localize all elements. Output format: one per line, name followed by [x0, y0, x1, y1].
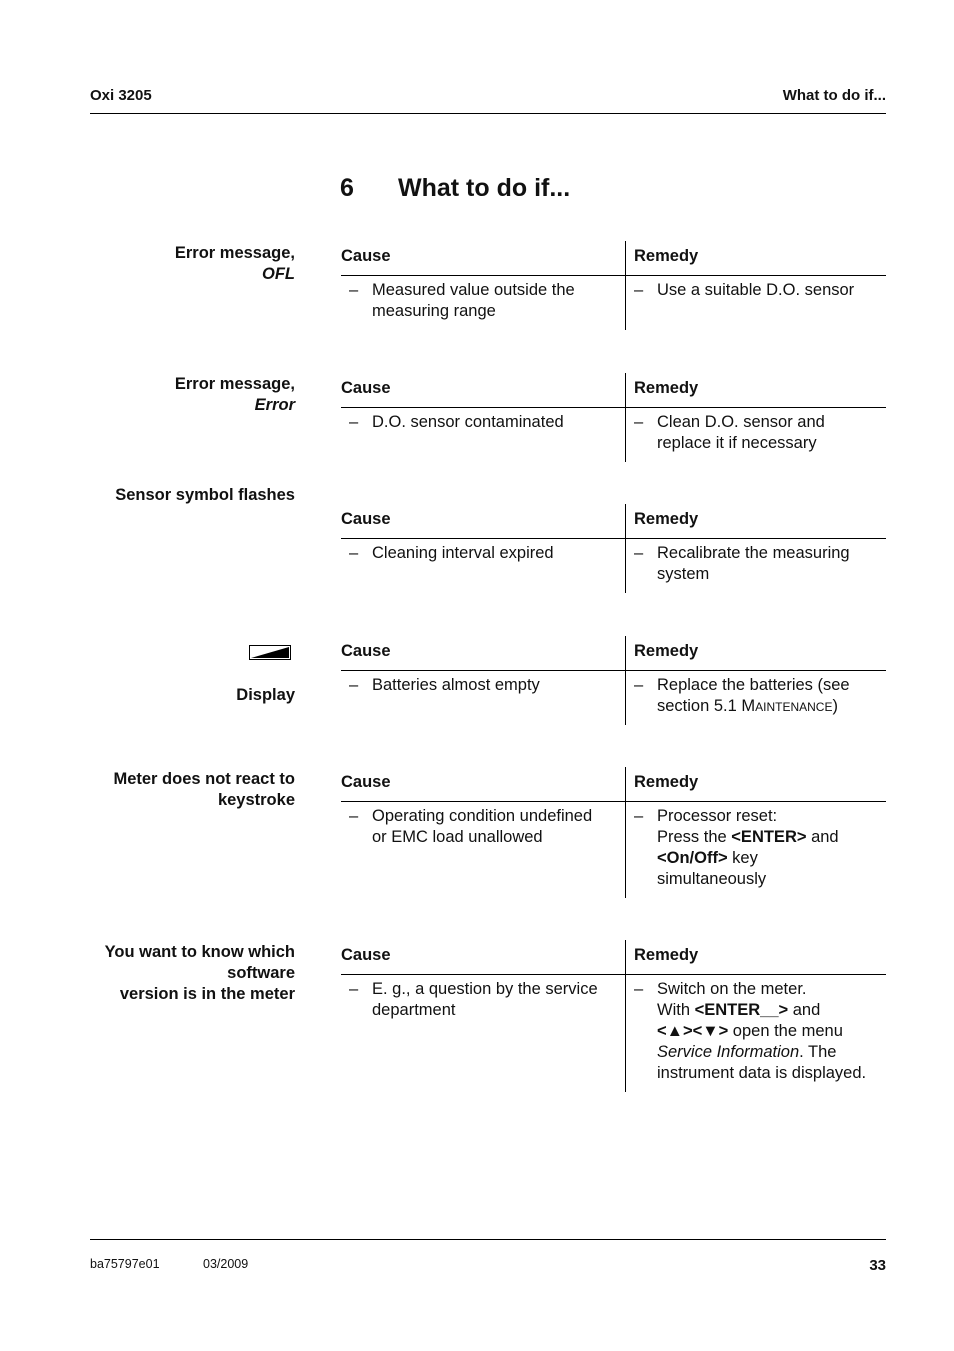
cause-header: Cause — [341, 379, 391, 397]
header-rule — [90, 113, 886, 114]
remedy-item: – Use a suitable D.O. sensor — [634, 281, 855, 299]
remedy-item: – Switch on the meter. With <ENTER__> and <▲><▼> open the menu Service Information. The instrument data is displayed. — [634, 980, 867, 1082]
cause-header: Cause — [341, 642, 391, 660]
remedy-header: Remedy — [625, 504, 886, 538]
footer-rule — [90, 1239, 886, 1240]
remedy-header: Remedy — [625, 940, 886, 974]
chapter-title: What to do if... — [398, 174, 571, 202]
running-header-product: Oxi 3205 — [90, 87, 152, 104]
table-display — [341, 636, 886, 725]
cause-header: Cause — [341, 773, 391, 791]
remedy-item: – Clean D.O. sensor and replace it if necessary — [634, 413, 825, 452]
chapter-heading — [340, 174, 570, 203]
table-software-version — [341, 940, 886, 1092]
cause-item: – Cleaning interval expired — [349, 544, 554, 562]
battery-low-icon — [249, 645, 291, 660]
cause-item: – Batteries almost empty — [349, 676, 540, 694]
remedy-header: Remedy — [625, 373, 886, 407]
cause-header: Cause — [341, 247, 391, 265]
remedy-item: – Replace the batteries (see section 5.1 Maintenance) — [634, 676, 850, 715]
chapter-number: 6 — [340, 174, 354, 202]
table-error — [341, 373, 886, 462]
table-no-react — [341, 767, 886, 898]
side-heading-display: Display — [236, 686, 295, 704]
table-sensor-flash — [341, 504, 886, 593]
remedy-header: Remedy — [625, 241, 886, 275]
cause-item: – Measured value outside the measuring range — [349, 281, 575, 320]
footer-date: 03/2009 — [203, 1257, 249, 1271]
table-ofl — [341, 241, 886, 330]
cause-item: – E. g., a question by the service department — [349, 980, 598, 1019]
remedy-header: Remedy — [625, 636, 886, 670]
cause-item: – D.O. sensor contaminated — [349, 413, 564, 431]
footer-doc-id: ba75797e01 — [90, 1257, 160, 1271]
side-heading-sensor-flash: Sensor symbol flashes — [115, 486, 295, 504]
cause-header: Cause — [341, 510, 391, 528]
enter-key-label: <ENTER> — [731, 828, 807, 846]
remedy-header: Remedy — [625, 767, 886, 801]
menu-name: Service Information — [657, 1043, 800, 1061]
enter-key-label: <ENTER__> — [694, 1001, 789, 1019]
cause-item: – Operating condition undefined or EMC load unallowed — [349, 807, 593, 846]
onoff-key-label: <On/Off> — [657, 849, 728, 867]
side-heading-software-version: You want to know which software version is in the meter — [104, 943, 295, 1003]
remedy-item: – Processor reset: Press the <ENTER> and <On/Off> key simultaneously — [634, 807, 839, 888]
side-heading-ofl: Error message, OFL — [174, 244, 295, 283]
remedy-item: – Recalibrate the measuring system — [634, 544, 850, 583]
page-number: 33 — [869, 1257, 886, 1274]
side-heading-no-react: Meter does not react to keystroke — [113, 770, 295, 809]
maintenance-reference: Maintenance — [741, 697, 833, 715]
side-heading-error: Error message, Error — [174, 375, 295, 414]
cause-header: Cause — [341, 946, 391, 964]
arrow-keys-label: <▲><▼> — [657, 1022, 729, 1040]
running-header-chapter: What to do if... — [782, 87, 886, 104]
